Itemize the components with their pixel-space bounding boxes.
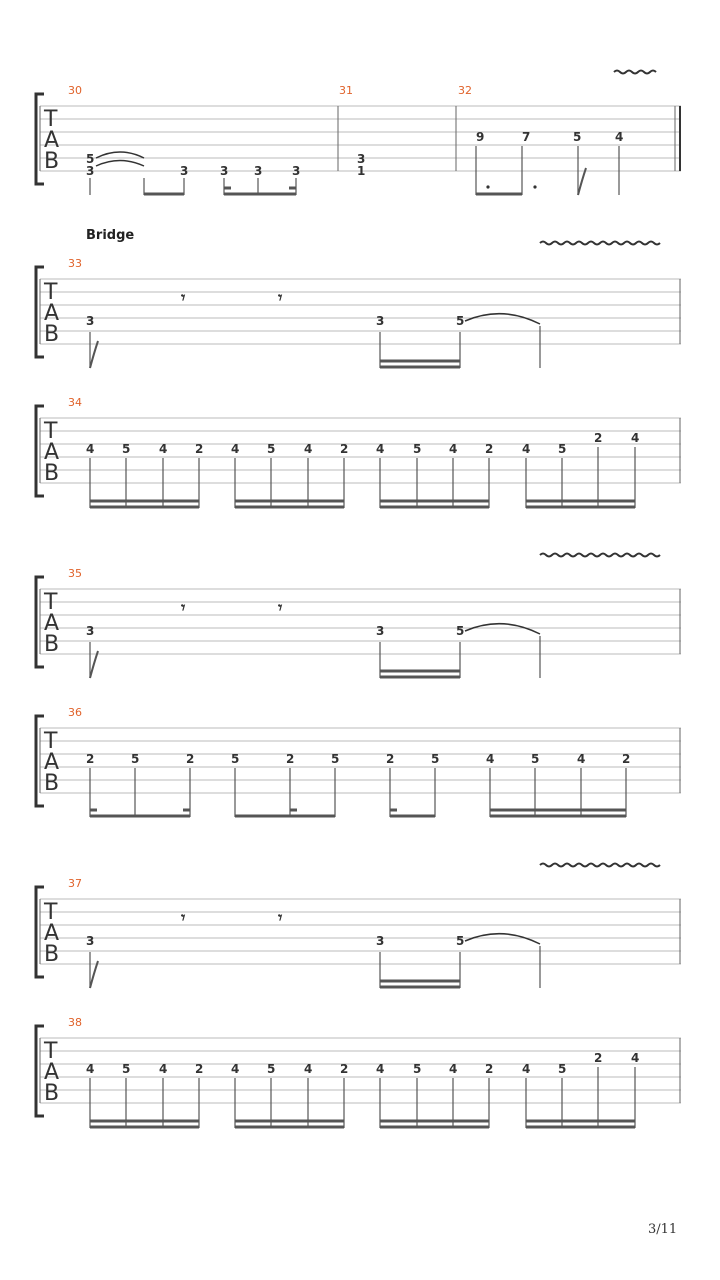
fret-number: 5: [573, 130, 582, 144]
section-label-bridge: Bridge: [86, 228, 135, 243]
eighth-rest: 𝄾: [278, 908, 283, 927]
tab-clef-b: B: [44, 942, 60, 967]
fret-number: 3: [86, 164, 95, 178]
fret-number: 1: [357, 164, 366, 178]
fret-number: 5: [558, 1062, 567, 1076]
fret-number: 3: [86, 314, 95, 328]
fret-number: 4: [631, 1051, 640, 1065]
fret-number: 3: [292, 164, 301, 178]
tab-clef-t: T: [44, 107, 58, 132]
fret-number: 4: [304, 1062, 313, 1076]
bar-number: 33: [68, 257, 82, 270]
fret-number: 4: [486, 752, 495, 766]
fret-number: 3: [254, 164, 263, 178]
vibrato-mark: [540, 864, 660, 867]
tab-system-7: [36, 1016, 681, 1128]
rhythm-stems: [90, 946, 540, 988]
eighth-rest: 𝄾: [278, 288, 283, 307]
fret-number: 2: [195, 1062, 204, 1076]
vibrato-mark: [540, 554, 660, 557]
fret-number: 2: [485, 1062, 494, 1076]
fret-number: 4: [86, 1062, 95, 1076]
fret-number: 3: [86, 934, 95, 948]
eighth-rest: 𝄾: [181, 908, 186, 927]
fret-number: 5: [413, 442, 422, 456]
note-flag: [578, 168, 586, 195]
staff-lines: [40, 279, 681, 344]
tie-arc: [465, 624, 540, 634]
fret-number: 5: [413, 1062, 422, 1076]
tab-clef-b: B: [44, 149, 60, 174]
tab-clef-a: A: [44, 921, 60, 946]
tab-clef-b: B: [44, 461, 60, 486]
staff-lines: [40, 418, 681, 483]
tab-clef-t: T: [44, 419, 58, 444]
bar-number: 32: [458, 84, 472, 97]
fret-number: 5: [122, 442, 131, 456]
fret-number: 4: [577, 752, 586, 766]
fret-number: 2: [594, 1051, 603, 1065]
fret-number: 4: [159, 1062, 168, 1076]
rhythm-stems: [90, 636, 540, 678]
fret-number: 2: [340, 1062, 349, 1076]
fret-number: 4: [86, 442, 95, 456]
page-number: 3/11: [648, 1222, 678, 1237]
bar-number: 38: [68, 1016, 82, 1029]
fret-number: 4: [631, 431, 640, 445]
tie-arc: [465, 934, 540, 944]
tab-clef-a: A: [44, 1060, 60, 1085]
fret-number: 9: [476, 130, 485, 144]
fret-number: 4: [159, 442, 168, 456]
tab-system-4: [36, 554, 681, 679]
bar-number: 35: [68, 567, 82, 580]
fret-number: 2: [386, 752, 395, 766]
tab-clef-a: A: [44, 750, 60, 775]
staff-lines: [40, 589, 681, 654]
tab-clef-t: T: [44, 900, 58, 925]
fret-number: 4: [522, 1062, 531, 1076]
tab-clef-b: B: [44, 1081, 60, 1106]
tie-arc: [96, 161, 144, 167]
fret-number: 5: [456, 934, 465, 948]
beams: [90, 810, 626, 816]
fret-number: 4: [231, 1062, 240, 1076]
fret-number: 2: [186, 752, 195, 766]
fret-number: 5: [456, 624, 465, 638]
fret-number: 5: [122, 1062, 131, 1076]
rhythm-stems: [90, 447, 635, 508]
fret-number: 2: [340, 442, 349, 456]
vibrato-mark: [540, 242, 660, 245]
fret-number: 3: [357, 152, 366, 166]
fret-number: 5: [558, 442, 567, 456]
fret-number: 3: [376, 624, 385, 638]
tab-clef-t: T: [44, 280, 58, 305]
tab-system-6: [36, 864, 681, 989]
fret-number: 4: [449, 442, 458, 456]
fret-number: 4: [522, 442, 531, 456]
eighth-rest: 𝄾: [278, 598, 283, 617]
fret-number: 4: [304, 442, 313, 456]
fret-number: 4: [449, 1062, 458, 1076]
tab-clef-t: T: [44, 729, 58, 754]
fret-number: 3: [180, 164, 189, 178]
fret-number: 5: [267, 442, 276, 456]
tab-system-2: [36, 242, 681, 369]
tab-system-1: [36, 71, 681, 196]
beams: [90, 1121, 635, 1127]
tab-clef-a: A: [44, 301, 60, 326]
dot: [533, 185, 536, 188]
bar-number: 30: [68, 84, 82, 97]
fret-number: 4: [615, 130, 624, 144]
fret-number: 2: [485, 442, 494, 456]
fret-number: 4: [231, 442, 240, 456]
staff-lines: [40, 899, 681, 964]
fret-number: 5: [86, 152, 95, 166]
tab-system-5: [36, 706, 681, 817]
fret-number: 5: [131, 752, 140, 766]
fret-number: 5: [456, 314, 465, 328]
beams: [90, 501, 635, 507]
tab-clef-t: T: [44, 1039, 58, 1064]
fret-number: 2: [86, 752, 95, 766]
eighth-rest: 𝄾: [181, 598, 186, 617]
tab-system-3: [36, 396, 681, 508]
tab-clef-b: B: [44, 322, 60, 347]
rhythm-stems: [90, 326, 540, 368]
fret-number: 3: [220, 164, 229, 178]
fret-number: 5: [267, 1062, 276, 1076]
fret-number: 5: [331, 752, 340, 766]
tie-arc: [465, 314, 540, 324]
fret-number: 2: [594, 431, 603, 445]
bar-number: 31: [339, 84, 353, 97]
bar-number: 34: [68, 396, 82, 409]
dot: [486, 185, 489, 188]
fret-number: 3: [376, 934, 385, 948]
rhythm-stems: [90, 178, 296, 195]
fret-number: 7: [522, 130, 531, 144]
note-flag: [90, 341, 98, 368]
tab-clef-b: B: [44, 771, 60, 796]
fret-number: 5: [431, 752, 440, 766]
staff-lines: [40, 1038, 681, 1103]
tab-clef-t: T: [44, 590, 58, 615]
tab-clef-a: A: [44, 440, 60, 465]
tie-arc: [96, 152, 144, 158]
fret-number: 4: [376, 1062, 385, 1076]
tab-clef-a: A: [44, 611, 60, 636]
fret-number: 5: [231, 752, 240, 766]
eighth-rest: 𝄾: [181, 288, 186, 307]
note-flag: [90, 651, 98, 678]
rhythm-stems: [90, 1067, 635, 1128]
fret-number: 4: [376, 442, 385, 456]
fret-number: 2: [622, 752, 631, 766]
vibrato-mark: [614, 71, 656, 74]
tab-clef-a: A: [44, 128, 60, 153]
note-flag: [90, 961, 98, 988]
bar-number: 37: [68, 877, 82, 890]
fret-number: 3: [86, 624, 95, 638]
tab-clef-b: B: [44, 632, 60, 657]
fret-number: 2: [195, 442, 204, 456]
fret-number: 3: [376, 314, 385, 328]
fret-number: 5: [531, 752, 540, 766]
fret-number: 2: [286, 752, 295, 766]
bar-number: 36: [68, 706, 82, 719]
